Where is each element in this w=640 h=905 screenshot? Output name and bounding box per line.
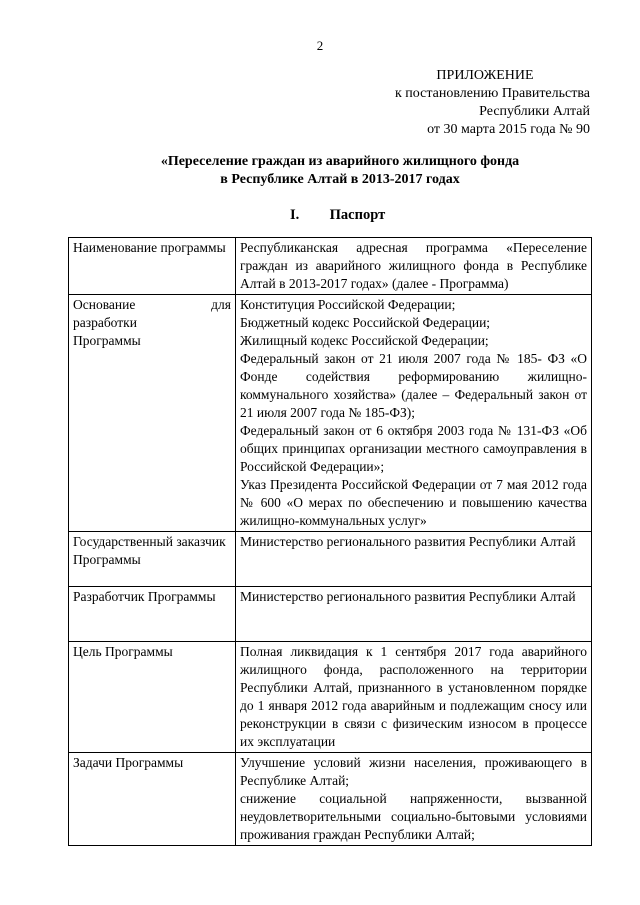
value-paragraph: Министерство регионального развития Республики Алтай [240, 589, 576, 604]
value-paragraph: Полная ликвидация к 1 сентября 2017 года аварийного жилищного фонда, расположенного на территории Республики Алтай, признанного в установленном порядке до 1 января 2012 года аварийным и подлежащим сносу или реконструкции в связи с физическим износом в процессе их эксплуатации [240, 644, 587, 749]
row-label-part: разработки [73, 315, 137, 330]
row-value [236, 753, 592, 846]
document-title-line: в Республике Алтай в 2013-2017 годах [220, 172, 460, 187]
document-title-line: «Переселение граждан из аварийного жилищного фонда [160, 154, 520, 169]
value-paragraph: Федеральный закон от 6 октября 2003 года № 131-ФЗ «Об общих принципах организации местного самоуправления в Российской Федерации»; [240, 423, 587, 474]
row-label: Задачи Программы [69, 753, 236, 846]
row-value [236, 642, 592, 753]
value-paragraph: Улучшение условий жизни населения, проживающего в Республике Алтай; [240, 755, 587, 788]
value-paragraph: Бюджетный кодекс Российской Федерации; [240, 315, 491, 330]
page-number: 2 [316, 38, 324, 53]
passport-table [68, 237, 592, 846]
row-label-part: Основание для [73, 297, 231, 312]
appendix-title: ПРИЛОЖЕНИЕ [436, 68, 534, 83]
row-label: Разработчик Программы [69, 587, 236, 642]
row-value [236, 532, 592, 587]
section-number: I. [290, 207, 300, 223]
appendix-line: к постановлению Правительства [394, 86, 590, 101]
value-paragraph: Министерство регионального развития Республики Алтай [240, 534, 576, 549]
table-row [69, 295, 592, 532]
row-value [236, 295, 592, 532]
table-row [69, 753, 592, 846]
value-paragraph: Конституция Российской Федерации; [240, 297, 456, 312]
table-row [69, 587, 592, 642]
table-row [69, 532, 592, 587]
value-paragraph: Жилищный кодекс Российской Федерации; [240, 333, 489, 348]
value-paragraph: Республиканская адресная программа «Переселение граждан из аварийного жилищного фонда в Республике Алтай в 2013-2017 годах» (далее - Программа) [240, 240, 587, 291]
value-paragraph: снижение социальной напряженности, вызванной неудовлетворительными социально-бытовыми условиями проживания граждан Республики Алтай; [240, 791, 587, 842]
table-row [69, 642, 592, 753]
row-label-part: Программы [73, 333, 141, 348]
appendix-block [350, 67, 590, 139]
row-value [236, 587, 592, 642]
value-paragraph: Указ Президента Российской Федерации от 7 мая 2012 года № 600 «О мерах по обеспечению и повышению качества жилищно-коммунальных услуг» [240, 477, 587, 528]
value-paragraph: Федеральный закон от 21 июля 2007 года № 185- ФЗ «О Фонде содействия реформированию жилищно-коммунального хозяйства» (далее – Федеральный закон от 21 июля 2007 года № 185-ФЗ); [240, 351, 587, 420]
appendix-line: от 30 марта 2015 года № 90 [427, 122, 590, 137]
section-heading [290, 207, 385, 224]
row-value [236, 238, 592, 295]
row-label: Цель Программы [69, 642, 236, 753]
table-row [69, 238, 592, 295]
appendix-line: Республики Алтай [479, 104, 590, 119]
section-title: Паспорт [329, 207, 386, 223]
document-title [60, 153, 620, 189]
row-label: Государственный заказчик Программы [69, 532, 236, 587]
row-label [69, 295, 236, 532]
row-label: Наименование программы [69, 238, 236, 295]
